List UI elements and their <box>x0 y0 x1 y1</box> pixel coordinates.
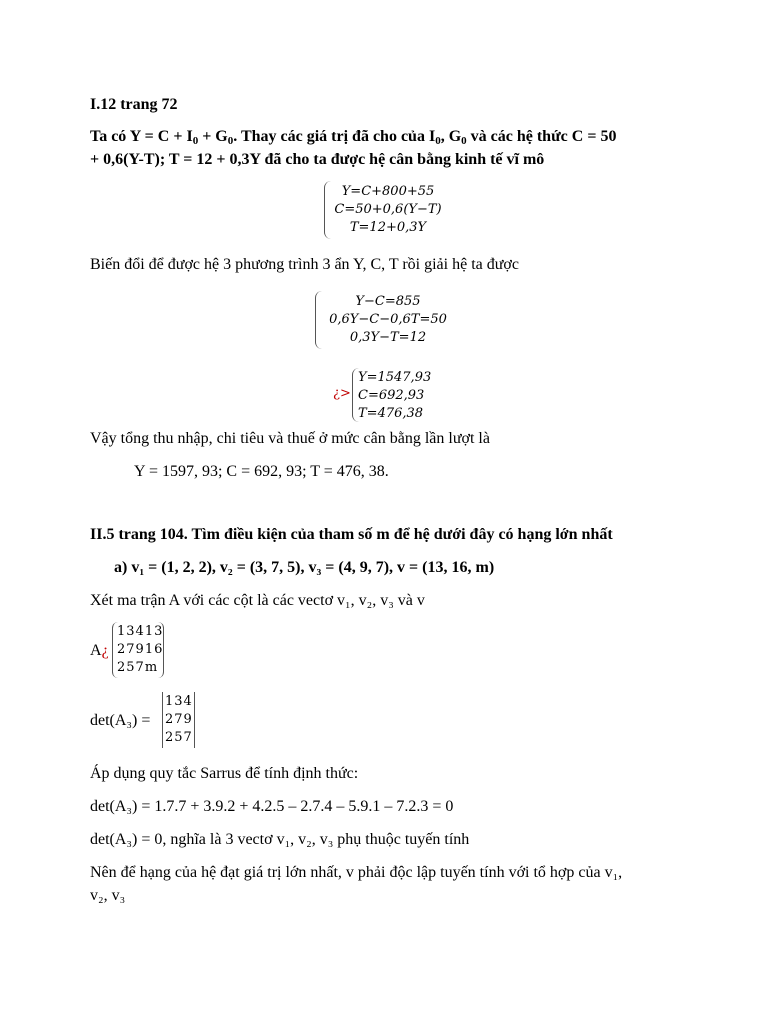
section-heading-i12: I.12 trang 72 <box>90 96 178 113</box>
equation-line: Y=C+800+55 <box>341 184 435 199</box>
matrix-intro: Xét ma trận A với các cột là các vectơ v₁, v₂, v₃ và v <box>90 592 425 609</box>
matrix-row: 257 <box>165 730 193 745</box>
det-right-bar <box>194 692 195 748</box>
implies-symbol <box>333 385 351 403</box>
matrix-row: 257m <box>117 660 159 675</box>
solution-line: T=476,38 <box>358 406 424 421</box>
implies-glyph: ¿> <box>333 386 351 401</box>
conclusion-text: Vậy tổng thu nhập, chi tiêu và thuế ở mức cân bằng lần lượt là <box>90 430 490 447</box>
matrix-row: 279 <box>165 712 193 727</box>
subscript: 0 <box>435 135 441 147</box>
item-a <box>114 557 494 579</box>
matrix-row: 27916 <box>117 642 164 657</box>
matrix-a <box>117 623 163 677</box>
solution-line: C=692,93 <box>358 388 425 403</box>
subscript: 0 <box>227 135 234 147</box>
sarrus-calc: det(A₃) = 1.7.7 + 3.9.2 + 4.2.5 – 2.7.4 – 5.9.1 – 7.2.3 = 0 <box>90 798 454 815</box>
equation-line: 0,6Y−C−0,6T=50 <box>329 312 447 327</box>
intro-line-2: + 0,6(Y-T); T = 12 + 0,3Y đã cho ta được hệ cân bằng kinh tế vĩ mô <box>90 151 545 168</box>
matrix-a-label <box>90 640 109 662</box>
equation-system-2 <box>320 293 456 347</box>
subscript: 0 <box>461 135 467 147</box>
matrix-symbol: ¿ <box>101 642 109 659</box>
matrix-row: 13413 <box>117 624 164 639</box>
sarrus-text: Áp dụng quy tắc Sarrus để tính định thức: <box>90 765 359 782</box>
intro-part: . Thay các giá trị đã cho của I <box>233 128 436 145</box>
equation-line: C=50+0,6(Y−T) <box>334 202 442 217</box>
section-heading-ii5: II.5 trang 104. Tìm điều kiện của tham số m để hệ dưới đây có hạng lớn nhất <box>90 526 613 543</box>
matrix-row: 134 <box>165 694 193 709</box>
item-label: a) <box>114 559 128 576</box>
equation-line: 0,3Y−T=12 <box>349 330 427 345</box>
matrix-name: A <box>90 642 102 659</box>
det-label: det(A₃) = <box>90 712 151 729</box>
subscript: 0 <box>192 135 199 147</box>
intro-part: và các hệ thức C = 50 <box>466 128 617 145</box>
intro-part: + G <box>198 128 228 145</box>
intro-part: , G <box>440 128 462 145</box>
item-text: v₁ = (1, 2, 2), v₂ = (3, 7, 5), v₃ = (4, 9, 7), v = (13, 16, m) <box>131 559 495 576</box>
dependence-text: det(A₃) = 0, nghĩa là 3 vectơ v₁, v₂, v₃ phụ thuộc tuyến tính <box>90 831 470 848</box>
equation-line: Y−C=855 <box>355 294 421 309</box>
final-line-2: v₂, v₃ <box>90 887 126 904</box>
det-matrix <box>165 693 193 747</box>
final-line-1: Nên để hạng của hệ đạt giá trị lớn nhất, v phải độc lập tuyến tính với tổ hợp của v₁, <box>90 864 623 881</box>
intro-part: Ta có Y = C + I <box>90 128 193 145</box>
solution-line: Y=1547,93 <box>358 370 432 385</box>
transform-text: Biến đổi để được hệ 3 phương trình 3 ẩn Y, C, T rồi giải hệ ta được <box>90 256 519 273</box>
equation-line: T=12+0,3Y <box>349 220 427 235</box>
equation-system-1 <box>330 183 446 237</box>
det-left-bar <box>162 692 163 748</box>
solution-system <box>358 369 438 423</box>
result-values: Y = 1597, 93; C = 692, 93; T = 476, 38. <box>134 463 389 480</box>
